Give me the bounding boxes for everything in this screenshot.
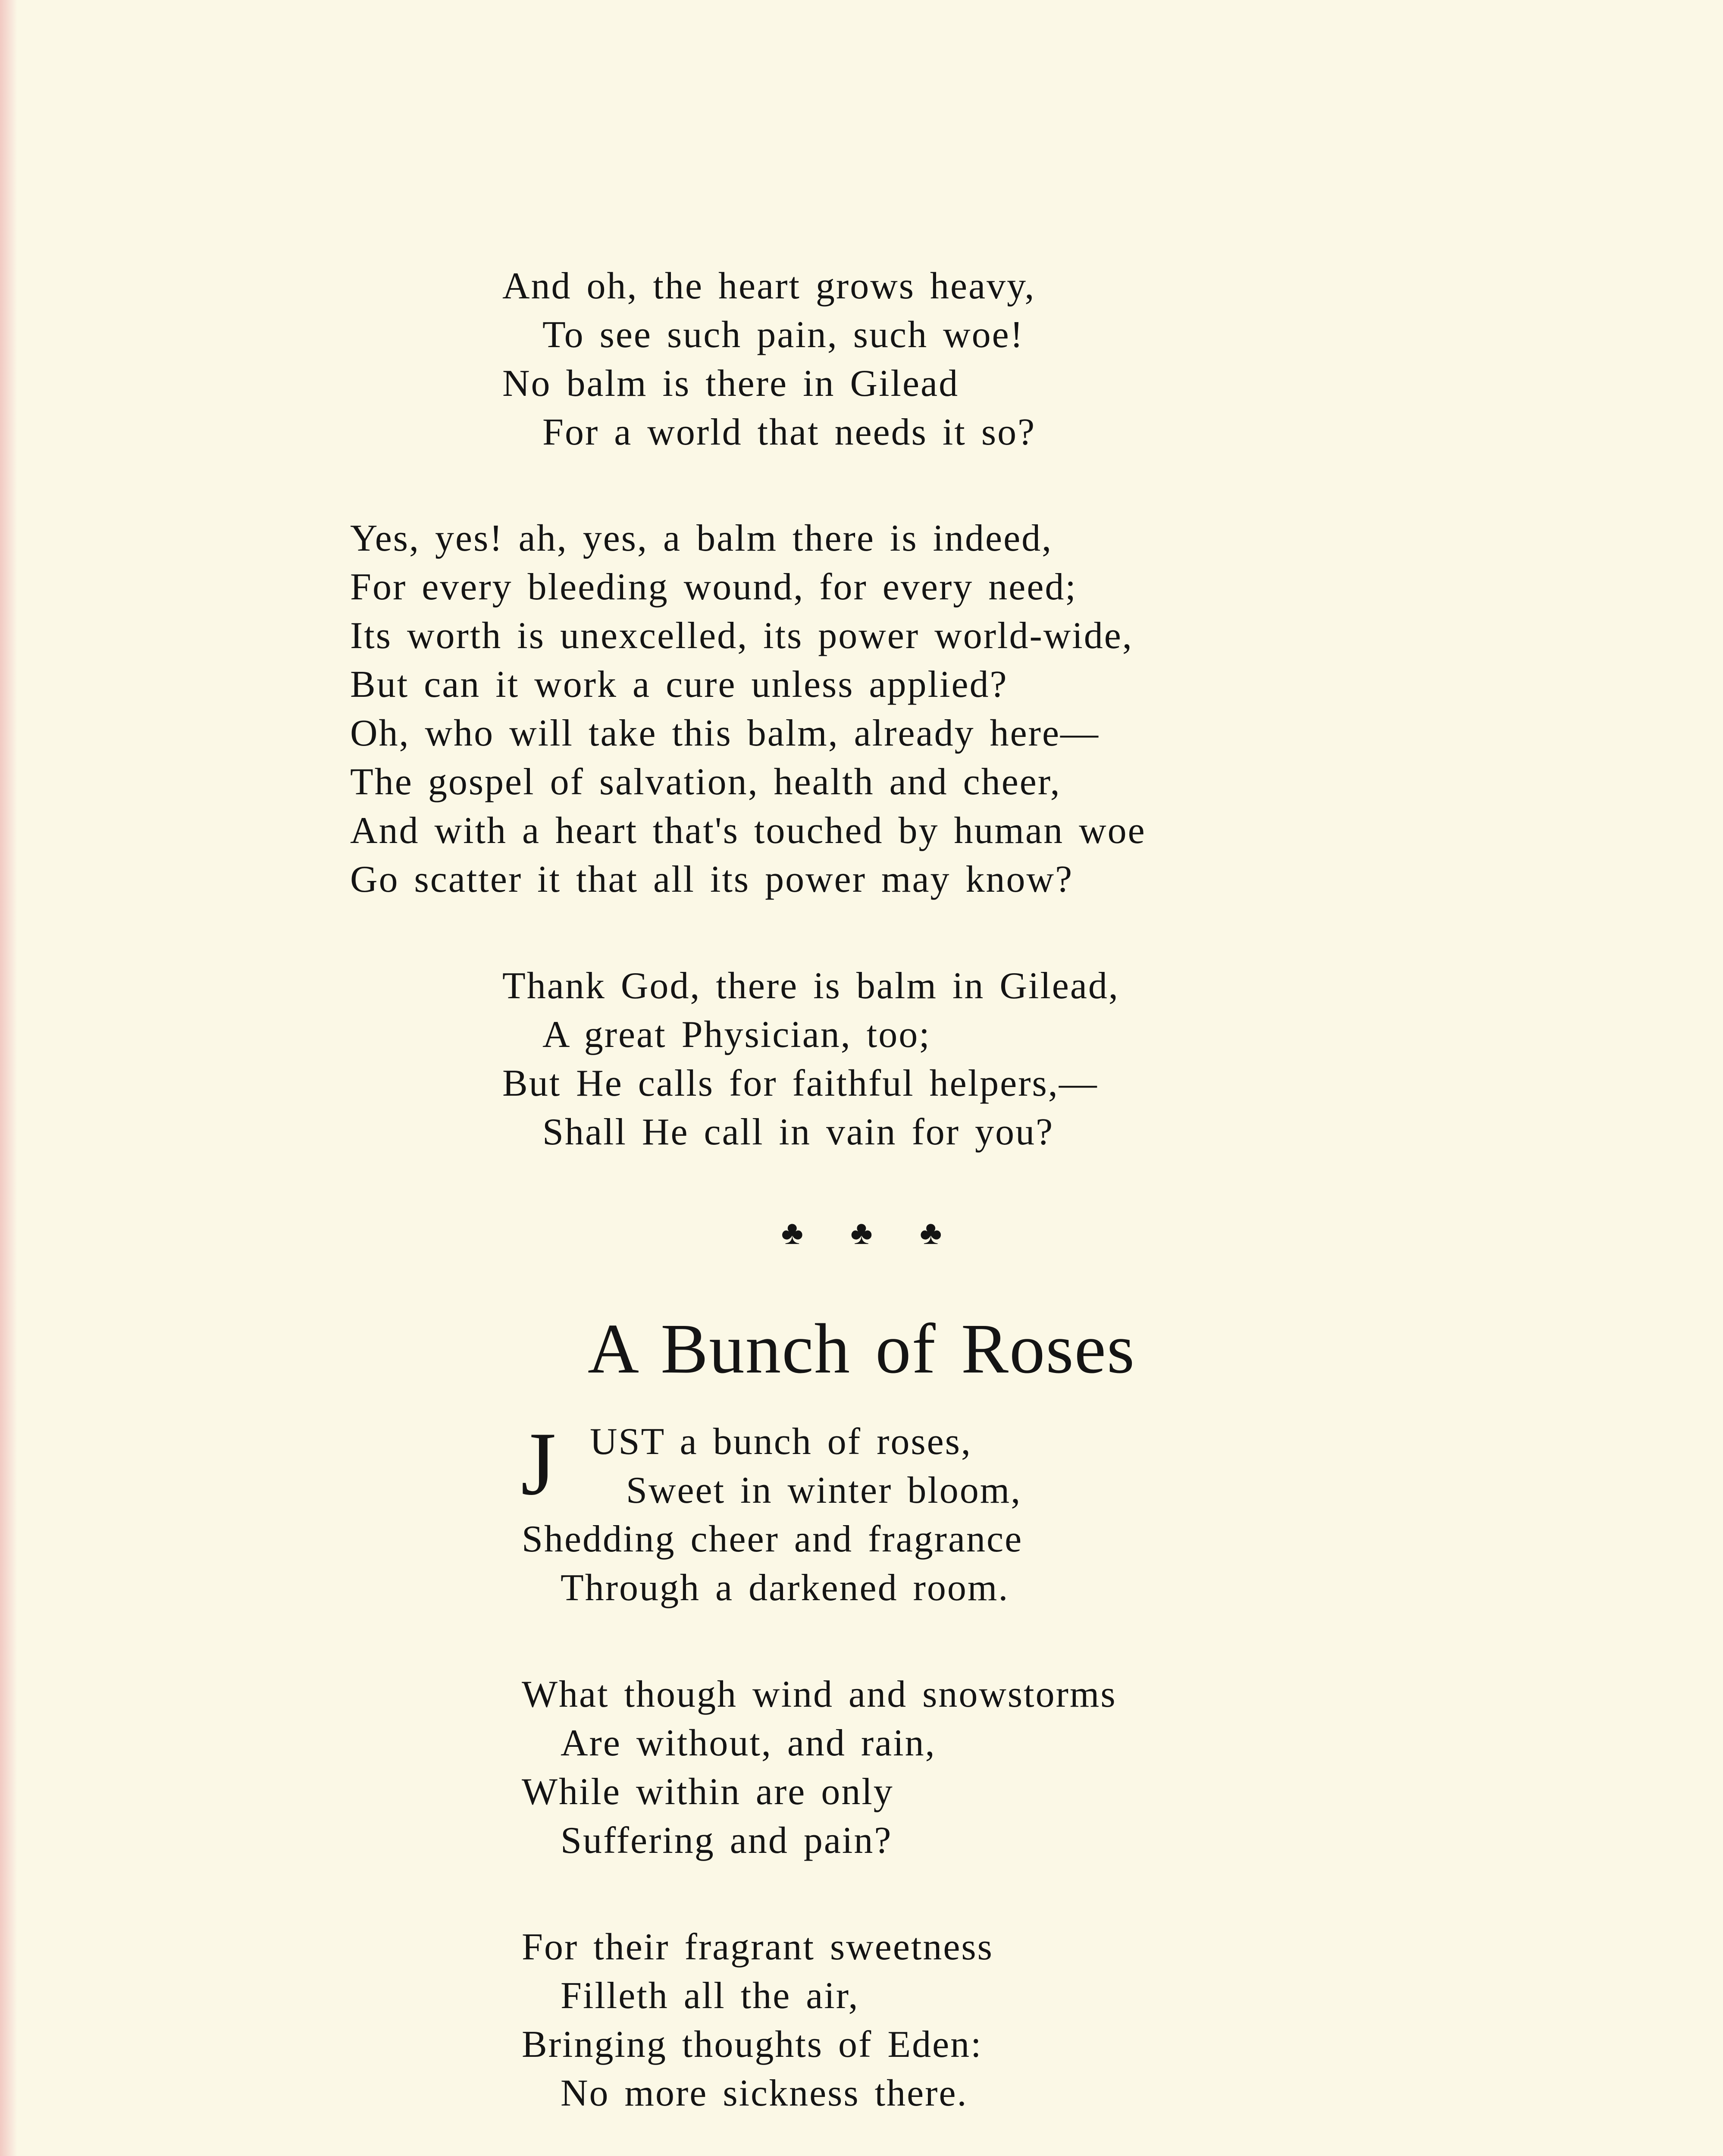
poem-line: And oh, the heart grows heavy, (502, 265, 1036, 307)
poem-line: Shall He call in vain for you? (542, 1111, 1054, 1153)
poem-line: Yes, yes! ah, yes, a balm there is indeed, (350, 517, 1053, 559)
poem-line: Oh, who will take this balm, already here— (350, 712, 1100, 754)
poem-line: But can it work a cure unless applied? (350, 664, 1008, 705)
poem-line: The gospel of salvation, health and cheer, (350, 761, 1061, 803)
poem-line: Its worth is unexcelled, its power world-wide, (350, 615, 1133, 657)
poem-line: UST a bunch of roses, (590, 1421, 972, 1463)
poem-line: No more sickness there. (561, 2072, 968, 2114)
poem-line: What though wind and snowstorms (522, 1673, 1117, 1715)
poem-line: Are without, and rain, (561, 1722, 936, 1764)
poem-line: And with a heart that's touched by human woe (350, 810, 1146, 852)
drop-cap: J (521, 1414, 556, 1514)
poem-line: Bringing thoughts of Eden: (522, 2024, 983, 2065)
poem-line: A great Physician, too; (542, 1014, 931, 1056)
poem-title: A Bunch of Roses (587, 1309, 1136, 1388)
poem-line: Shedding cheer and fragrance (522, 1518, 1023, 1560)
poem-line: Filleth all the air, (561, 1975, 859, 2017)
poem-line: No balm is there in Gilead (502, 363, 959, 404)
section-ornament: ♣ ♣ ♣ (781, 1214, 942, 1251)
poem-line: Through a darkened room. (561, 1567, 1009, 1609)
page-edge (0, 0, 17, 2156)
poem-line: Go scatter it that all its power may know? (350, 859, 1074, 900)
poem-line: While within are only (522, 1771, 894, 1813)
poem-line: Sweet in winter bloom, (626, 1470, 1022, 1511)
poem-line: Thank God, there is balm in Gilead, (502, 965, 1119, 1007)
poem-line: For a world that needs it so? (542, 411, 1036, 453)
poem-line: To see such pain, such woe! (542, 314, 1024, 356)
poem-line: For their fragrant sweetness (522, 1926, 993, 1968)
poem-line: For every bleeding wound, for every need; (350, 566, 1077, 608)
poem-line: But He calls for faithful helpers,— (502, 1062, 1098, 1104)
poem-line: Suffering and pain? (561, 1820, 893, 1861)
